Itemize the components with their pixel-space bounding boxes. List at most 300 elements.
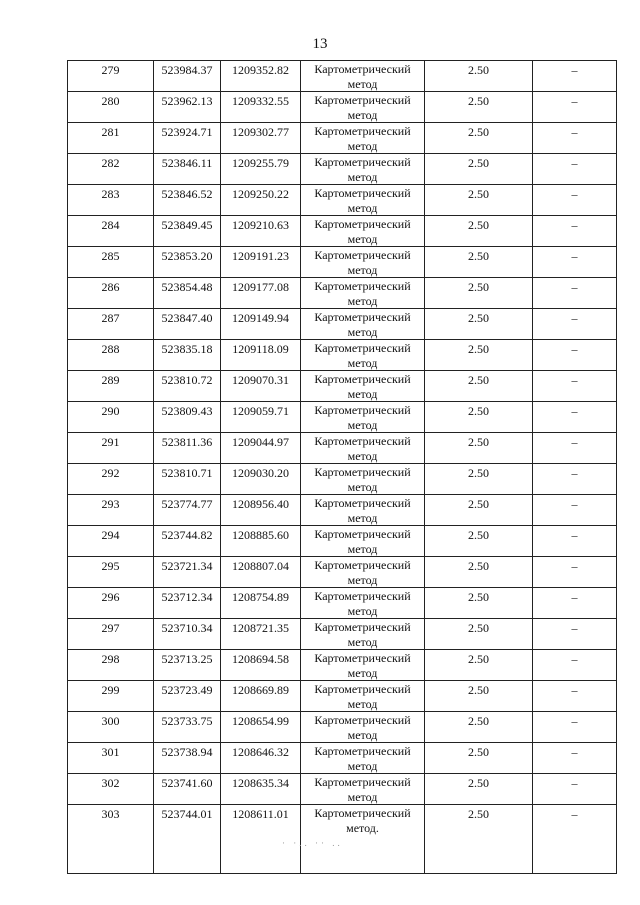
accuracy-cell [425, 464, 533, 495]
note-cell [533, 712, 617, 743]
coordinates-table [67, 60, 617, 874]
page-number: 13 [312, 36, 328, 52]
y-coordinate-value: 1209250.22 [232, 187, 289, 201]
x-coordinate-cell [154, 185, 221, 216]
point-number-value: 293 [101, 497, 120, 511]
method-value: Картометрический метод [314, 496, 411, 525]
x-coordinate-cell [154, 123, 221, 154]
note-cell [533, 588, 617, 619]
accuracy-value: 2.50 [468, 94, 489, 108]
note-cell [533, 278, 617, 309]
accuracy-value: 2.50 [468, 280, 489, 294]
method-value: Картометрический метод [314, 217, 411, 246]
x-coordinate-value: 523733.75 [161, 714, 213, 728]
method-value: Картометрический метод [314, 744, 411, 773]
point-number-cell [68, 743, 154, 774]
x-coordinate-value: 523962.13 [161, 94, 213, 108]
point-number-cell [68, 619, 154, 650]
point-number-value: 300 [101, 714, 120, 728]
table-row [68, 681, 617, 712]
table-row [68, 154, 617, 185]
method-cell [301, 278, 425, 309]
point-number-value: 295 [101, 559, 120, 573]
x-coordinate-value: 523744.01 [161, 807, 213, 821]
note-value: – [571, 249, 578, 263]
note-value: – [571, 621, 578, 635]
note-cell [533, 681, 617, 712]
method-cell [301, 433, 425, 464]
point-number-cell [68, 309, 154, 340]
method-value: Картометрический метод [314, 527, 411, 556]
y-coordinate-value: 1208611.01 [232, 807, 289, 821]
note-cell [533, 61, 617, 92]
y-coordinate-value: 1208694.58 [232, 652, 289, 666]
x-coordinate-value: 523712.34 [161, 590, 213, 604]
x-coordinate-cell [154, 681, 221, 712]
point-number-cell [68, 123, 154, 154]
accuracy-cell [425, 216, 533, 247]
accuracy-value: 2.50 [468, 652, 489, 666]
y-coordinate-cell [221, 464, 301, 495]
accuracy-value: 2.50 [468, 249, 489, 263]
method-cell [301, 557, 425, 588]
point-number-cell [68, 464, 154, 495]
y-coordinate-value: 1208885.60 [232, 528, 289, 542]
note-value: – [571, 590, 578, 604]
point-number-value: 283 [101, 187, 120, 201]
note-value: – [571, 156, 578, 170]
point-number-value: 287 [101, 311, 120, 325]
accuracy-value: 2.50 [468, 621, 489, 635]
x-coordinate-value: 523744.82 [161, 528, 213, 542]
y-coordinate-cell [221, 123, 301, 154]
note-value: – [571, 311, 578, 325]
point-number-value: 299 [101, 683, 120, 697]
method-cell [301, 185, 425, 216]
method-value: Картометрический метод [314, 775, 411, 804]
accuracy-value: 2.50 [468, 683, 489, 697]
x-coordinate-cell [154, 402, 221, 433]
point-number-cell [68, 433, 154, 464]
x-coordinate-cell [154, 495, 221, 526]
table-row [68, 340, 617, 371]
note-value: – [571, 373, 578, 387]
point-number-cell [68, 402, 154, 433]
y-coordinate-cell [221, 92, 301, 123]
table-row [68, 61, 617, 92]
method-cell [301, 309, 425, 340]
y-coordinate-cell [221, 216, 301, 247]
method-cell [301, 340, 425, 371]
method-value: Картометрический метод [314, 713, 411, 742]
note-cell [533, 92, 617, 123]
y-coordinate-value: 1209118.09 [232, 342, 289, 356]
x-coordinate-value: 523924.71 [161, 125, 213, 139]
table-row [68, 185, 617, 216]
x-coordinate-value: 523774.77 [161, 497, 213, 511]
method-cell [301, 402, 425, 433]
note-value: – [571, 94, 578, 108]
y-coordinate-value: 1208669.89 [232, 683, 289, 697]
note-value: – [571, 714, 578, 728]
accuracy-value: 2.50 [468, 404, 489, 418]
method-value: Картометрический метод [314, 124, 411, 153]
table-row [68, 588, 617, 619]
note-value: – [571, 63, 578, 77]
x-coordinate-cell [154, 805, 221, 874]
x-coordinate-cell [154, 371, 221, 402]
accuracy-cell [425, 433, 533, 464]
note-cell [533, 185, 617, 216]
x-coordinate-cell [154, 61, 221, 92]
table-row [68, 371, 617, 402]
note-value: – [571, 528, 578, 542]
x-coordinate-cell [154, 278, 221, 309]
accuracy-value: 2.50 [468, 590, 489, 604]
y-coordinate-value: 1208754.89 [232, 590, 289, 604]
accuracy-cell [425, 247, 533, 278]
point-number-cell [68, 495, 154, 526]
y-coordinate-cell [221, 681, 301, 712]
method-value: Картометрический метод [314, 434, 411, 463]
point-number-cell [68, 371, 154, 402]
x-coordinate-value: 523853.20 [161, 249, 213, 263]
accuracy-cell [425, 123, 533, 154]
note-cell [533, 433, 617, 464]
table-row [68, 278, 617, 309]
accuracy-value: 2.50 [468, 745, 489, 759]
method-cell [301, 650, 425, 681]
method-value: Картометрический метод [314, 186, 411, 215]
table-body [68, 61, 617, 874]
y-coordinate-cell [221, 340, 301, 371]
y-coordinate-value: 1208956.40 [232, 497, 289, 511]
method-value: Картометрический метод [314, 155, 411, 184]
note-cell [533, 619, 617, 650]
accuracy-cell [425, 712, 533, 743]
accuracy-cell [425, 526, 533, 557]
note-cell [533, 216, 617, 247]
method-cell [301, 495, 425, 526]
point-number-value: 282 [101, 156, 120, 170]
method-cell [301, 154, 425, 185]
method-cell [301, 247, 425, 278]
table-row [68, 123, 617, 154]
accuracy-value: 2.50 [468, 807, 489, 821]
table-row [68, 650, 617, 681]
note-value: – [571, 187, 578, 201]
point-number-value: 286 [101, 280, 120, 294]
x-coordinate-value: 523741.60 [161, 776, 213, 790]
y-coordinate-value: 1209210.63 [232, 218, 289, 232]
accuracy-cell [425, 774, 533, 805]
accuracy-cell [425, 495, 533, 526]
method-cell [301, 61, 425, 92]
accuracy-value: 2.50 [468, 466, 489, 480]
method-cell [301, 92, 425, 123]
method-value: Картометрический метод [314, 620, 411, 649]
accuracy-value: 2.50 [468, 187, 489, 201]
table-row [68, 464, 617, 495]
table-row [68, 309, 617, 340]
point-number-value: 290 [101, 404, 120, 418]
note-value: – [571, 776, 578, 790]
x-coordinate-value: 523710.34 [161, 621, 213, 635]
point-number-value: 292 [101, 466, 120, 480]
y-coordinate-cell [221, 526, 301, 557]
x-coordinate-cell [154, 154, 221, 185]
note-value: – [571, 559, 578, 573]
accuracy-cell [425, 557, 533, 588]
table-row [68, 92, 617, 123]
y-coordinate-value: 1208807.04 [232, 559, 289, 573]
point-number-value: 288 [101, 342, 120, 356]
table-row [68, 619, 617, 650]
accuracy-value: 2.50 [468, 342, 489, 356]
x-coordinate-value: 523847.40 [161, 311, 213, 325]
note-value: – [571, 218, 578, 232]
table-row [68, 712, 617, 743]
x-coordinate-value: 523723.49 [161, 683, 213, 697]
point-number-value: 296 [101, 590, 120, 604]
accuracy-cell [425, 743, 533, 774]
note-cell [533, 774, 617, 805]
point-number-cell [68, 154, 154, 185]
y-coordinate-value: 1208654.99 [232, 714, 289, 728]
point-number-cell [68, 340, 154, 371]
accuracy-cell [425, 61, 533, 92]
x-coordinate-value: 523738.94 [161, 745, 213, 759]
note-value: – [571, 652, 578, 666]
x-coordinate-value: 523713.25 [161, 652, 213, 666]
y-coordinate-value: 1209149.94 [232, 311, 289, 325]
note-value: – [571, 404, 578, 418]
x-coordinate-value: 523846.11 [161, 156, 213, 170]
method-cell [301, 588, 425, 619]
y-coordinate-value: 1209352.82 [232, 63, 289, 77]
point-number-cell [68, 774, 154, 805]
y-coordinate-cell [221, 557, 301, 588]
x-coordinate-value: 523810.72 [161, 373, 213, 387]
method-value: Картометрический метод. [314, 806, 411, 835]
x-coordinate-cell [154, 774, 221, 805]
accuracy-cell [425, 619, 533, 650]
y-coordinate-cell [221, 309, 301, 340]
x-coordinate-cell [154, 650, 221, 681]
y-coordinate-cell [221, 433, 301, 464]
point-number-value: 294 [101, 528, 120, 542]
x-coordinate-value: 523846.52 [161, 187, 213, 201]
accuracy-value: 2.50 [468, 435, 489, 449]
method-cell [301, 464, 425, 495]
point-number-value: 281 [101, 125, 120, 139]
note-cell [533, 371, 617, 402]
table-row [68, 557, 617, 588]
y-coordinate-cell [221, 743, 301, 774]
accuracy-cell [425, 154, 533, 185]
point-number-cell [68, 216, 154, 247]
note-value: – [571, 435, 578, 449]
scan-artifact: · ·.. ·· .. [282, 838, 343, 848]
method-value: Картометрический метод [314, 465, 411, 494]
y-coordinate-cell [221, 495, 301, 526]
accuracy-cell [425, 402, 533, 433]
y-coordinate-cell [221, 588, 301, 619]
note-cell [533, 123, 617, 154]
y-coordinate-cell [221, 650, 301, 681]
y-coordinate-value: 1209177.08 [232, 280, 289, 294]
x-coordinate-cell [154, 309, 221, 340]
x-coordinate-cell [154, 557, 221, 588]
accuracy-value: 2.50 [468, 63, 489, 77]
table-row [68, 743, 617, 774]
accuracy-cell [425, 185, 533, 216]
point-number-cell [68, 185, 154, 216]
point-number-value: 291 [101, 435, 120, 449]
method-value: Картометрический метод [314, 93, 411, 122]
method-value: Картометрический метод [314, 310, 411, 339]
y-coordinate-value: 1209255.79 [232, 156, 289, 170]
note-value: – [571, 125, 578, 139]
accuracy-value: 2.50 [468, 373, 489, 387]
x-coordinate-cell [154, 340, 221, 371]
method-cell [301, 774, 425, 805]
point-number-value: 279 [101, 63, 120, 77]
x-coordinate-cell [154, 92, 221, 123]
point-number-cell [68, 712, 154, 743]
point-number-value: 284 [101, 218, 120, 232]
method-value: Картометрический метод [314, 372, 411, 401]
accuracy-cell [425, 805, 533, 874]
method-cell [301, 216, 425, 247]
accuracy-value: 2.50 [468, 156, 489, 170]
table-row [68, 774, 617, 805]
method-value: Картометрический метод [314, 279, 411, 308]
x-coordinate-value: 523810.71 [161, 466, 213, 480]
note-value: – [571, 683, 578, 697]
method-value: Картометрический метод [314, 558, 411, 587]
method-cell [301, 526, 425, 557]
note-cell [533, 743, 617, 774]
accuracy-value: 2.50 [468, 776, 489, 790]
note-cell [533, 154, 617, 185]
point-number-cell [68, 61, 154, 92]
y-coordinate-cell [221, 185, 301, 216]
accuracy-value: 2.50 [468, 714, 489, 728]
method-cell [301, 743, 425, 774]
method-value: Картометрический метод [314, 62, 411, 91]
point-number-value: 298 [101, 652, 120, 666]
point-number-cell [68, 588, 154, 619]
point-number-cell [68, 650, 154, 681]
note-value: – [571, 466, 578, 480]
note-value: – [571, 497, 578, 511]
point-number-cell [68, 278, 154, 309]
x-coordinate-cell [154, 464, 221, 495]
accuracy-value: 2.50 [468, 125, 489, 139]
method-value: Картометрический метод [314, 403, 411, 432]
table-row [68, 526, 617, 557]
point-number-cell [68, 92, 154, 123]
accuracy-value: 2.50 [468, 497, 489, 511]
point-number-value: 303 [101, 807, 120, 821]
x-coordinate-cell [154, 433, 221, 464]
y-coordinate-value: 1209030.20 [232, 466, 289, 480]
y-coordinate-cell [221, 619, 301, 650]
x-coordinate-value: 523721.34 [161, 559, 213, 573]
accuracy-cell [425, 681, 533, 712]
y-coordinate-value: 1209059.71 [232, 404, 289, 418]
x-coordinate-value: 523854.48 [161, 280, 213, 294]
x-coordinate-cell [154, 619, 221, 650]
method-cell [301, 712, 425, 743]
accuracy-cell [425, 371, 533, 402]
table-row [68, 402, 617, 433]
point-number-value: 289 [101, 373, 120, 387]
table-row [68, 247, 617, 278]
point-number-value: 297 [101, 621, 120, 635]
method-value: Картометрический метод [314, 651, 411, 680]
note-cell [533, 650, 617, 681]
note-value: – [571, 342, 578, 356]
method-cell [301, 123, 425, 154]
y-coordinate-value: 1209044.97 [232, 435, 289, 449]
y-coordinate-cell [221, 61, 301, 92]
accuracy-cell [425, 309, 533, 340]
y-coordinate-cell [221, 402, 301, 433]
note-cell [533, 402, 617, 433]
point-number-cell [68, 805, 154, 874]
accuracy-cell [425, 92, 533, 123]
method-value: Картометрический метод [314, 589, 411, 618]
point-number-value: 280 [101, 94, 120, 108]
accuracy-value: 2.50 [468, 528, 489, 542]
accuracy-cell [425, 588, 533, 619]
accuracy-value: 2.50 [468, 218, 489, 232]
y-coordinate-cell [221, 247, 301, 278]
y-coordinate-cell [221, 371, 301, 402]
method-cell [301, 371, 425, 402]
x-coordinate-value: 523809.43 [161, 404, 213, 418]
y-coordinate-value: 1208721.35 [232, 621, 289, 635]
note-cell [533, 464, 617, 495]
method-value: Картометрический метод [314, 341, 411, 370]
point-number-cell [68, 557, 154, 588]
note-cell [533, 805, 617, 874]
x-coordinate-cell [154, 526, 221, 557]
note-value: – [571, 280, 578, 294]
x-coordinate-value: 523984.37 [161, 63, 213, 77]
method-value: Картометрический метод [314, 682, 411, 711]
y-coordinate-cell [221, 278, 301, 309]
y-coordinate-cell [221, 774, 301, 805]
y-coordinate-cell [221, 712, 301, 743]
table-row [68, 495, 617, 526]
y-coordinate-cell [221, 154, 301, 185]
note-cell [533, 526, 617, 557]
y-coordinate-value: 1209302.77 [232, 125, 289, 139]
method-cell [301, 619, 425, 650]
point-number-value: 302 [101, 776, 120, 790]
table-row [68, 216, 617, 247]
x-coordinate-cell [154, 743, 221, 774]
x-coordinate-cell [154, 588, 221, 619]
point-number-value: 285 [101, 249, 120, 263]
y-coordinate-value: 1209191.23 [232, 249, 289, 263]
x-coordinate-value: 523835.18 [161, 342, 213, 356]
note-cell [533, 495, 617, 526]
point-number-value: 301 [101, 745, 120, 759]
